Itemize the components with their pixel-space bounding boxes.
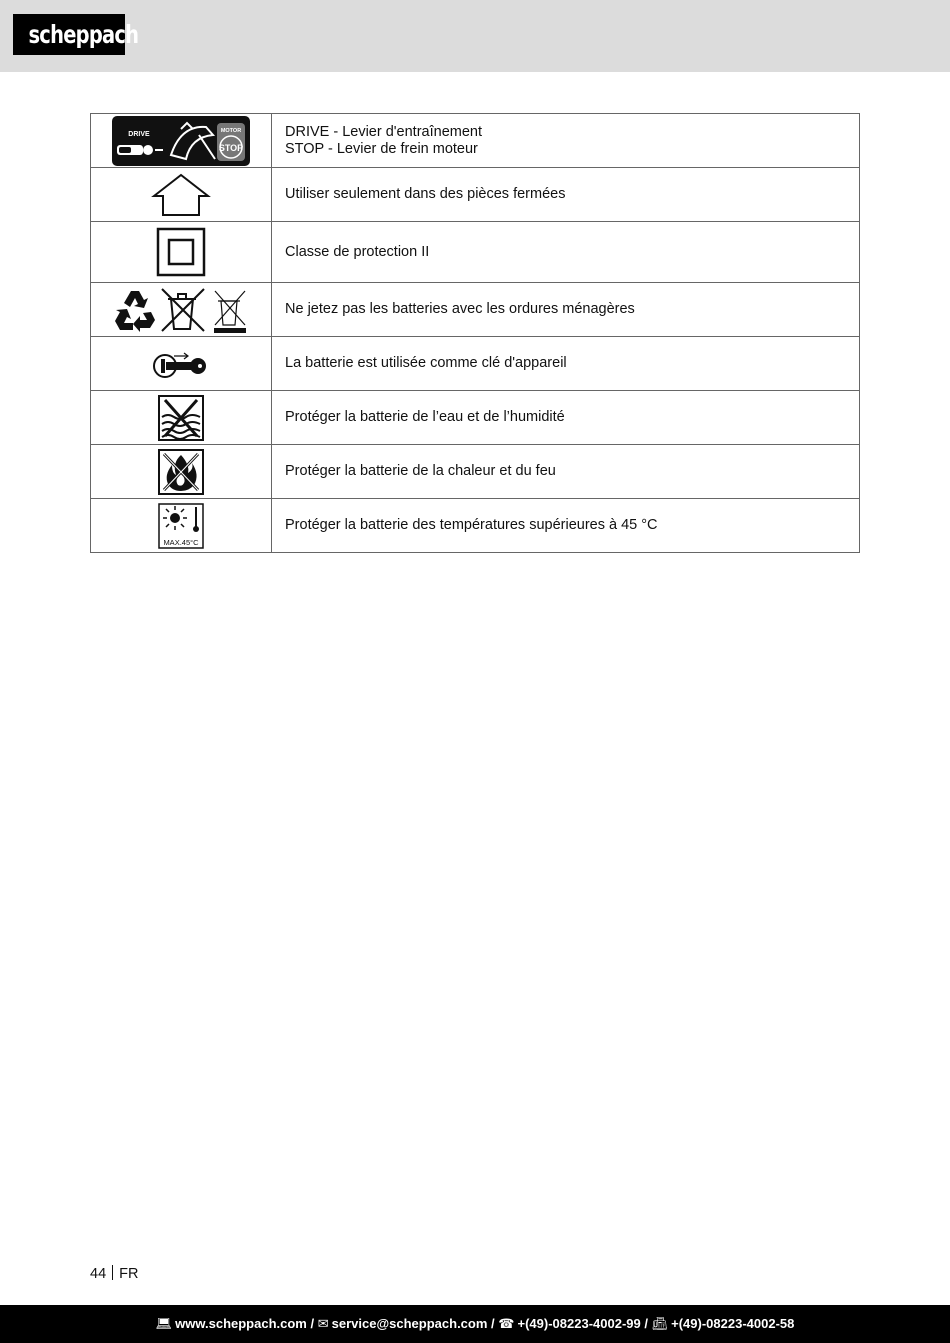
table-row <box>91 337 860 391</box>
battery-key-icon <box>152 349 210 379</box>
text-cell <box>272 222 860 283</box>
protection-class-ii-icon <box>156 227 206 277</box>
table-row <box>91 283 860 337</box>
fax-number: +(49)-08223-4002-58 <box>671 1316 795 1331</box>
divider <box>112 1265 113 1280</box>
contact-footer <box>0 1305 950 1343</box>
email-link[interactable]: service@scheppach.com <box>331 1316 488 1331</box>
svg-text:STOP: STOP <box>218 142 244 153</box>
text-cell <box>272 283 860 337</box>
icon-cell <box>91 114 272 168</box>
computer-icon: 💻︎ <box>155 1316 173 1331</box>
icon-cell <box>91 445 272 499</box>
description-text: Protéger la batterie des températures supérieures à 45 °C <box>285 517 658 533</box>
text-cell <box>272 337 860 391</box>
scheppach-logo: scheppach <box>13 14 125 55</box>
description-text: Utiliser seulement dans des pièces fermées <box>285 186 566 202</box>
phone-icon: ☎ <box>498 1316 515 1331</box>
table-row <box>91 391 860 445</box>
description-text: STOP - Levier de frein moteur <box>285 140 478 157</box>
page-header <box>0 0 950 72</box>
separator: / <box>644 1316 648 1331</box>
text-cell <box>272 391 860 445</box>
description-text: Ne jetez pas les batteries avec les ordures ménagères <box>285 301 635 317</box>
description-text: La batterie est utilisée comme clé d'appareil <box>285 355 567 371</box>
icon-cell <box>91 499 272 553</box>
symbols-table <box>90 113 860 553</box>
svg-text:DRIVE: DRIVE <box>128 130 150 138</box>
language-code: FR <box>119 1266 139 1282</box>
separator: / <box>310 1316 315 1331</box>
page-number-value: 44 <box>90 1266 107 1282</box>
separator: / <box>491 1316 495 1331</box>
icon-cell <box>91 391 272 445</box>
description-text: Protéger la batterie de la chaleur et du feu <box>285 463 556 479</box>
phone-number: +(49)-08223-4002-99 <box>517 1316 641 1331</box>
table-row <box>91 499 860 553</box>
text-cell <box>272 114 860 168</box>
no-fire-icon <box>158 449 204 495</box>
website-link[interactable]: www.scheppach.com <box>175 1316 307 1331</box>
icon-cell <box>91 283 272 337</box>
drive-stop-lever-icon <box>111 115 251 167</box>
table-row <box>91 114 860 168</box>
description-text: Classe de protection II <box>285 243 430 260</box>
recycling-crossed-bin-icon <box>111 285 251 335</box>
text-cell <box>272 168 860 222</box>
description-text: Protéger la batterie de l’eau et de l’humidité <box>285 409 565 425</box>
table-row <box>91 168 860 222</box>
icon-cell <box>91 222 272 283</box>
text-cell <box>272 445 860 499</box>
svg-text:MAX.45°C: MAX.45°C <box>163 537 199 547</box>
no-water-icon <box>158 395 204 441</box>
page-number <box>90 1265 138 1282</box>
description-text: DRIVE - Levier d'entraînement <box>285 123 482 140</box>
table-row <box>91 222 860 283</box>
icon-cell <box>91 337 272 391</box>
max-temperature-icon <box>158 503 204 549</box>
house-icon <box>151 173 211 217</box>
svg-text:MOTOR: MOTOR <box>220 127 242 134</box>
mail-icon: ✉︎ <box>317 1316 329 1331</box>
table-row <box>91 445 860 499</box>
fax-icon: 📠︎ <box>651 1316 669 1331</box>
text-cell <box>272 499 860 553</box>
icon-cell <box>91 168 272 222</box>
